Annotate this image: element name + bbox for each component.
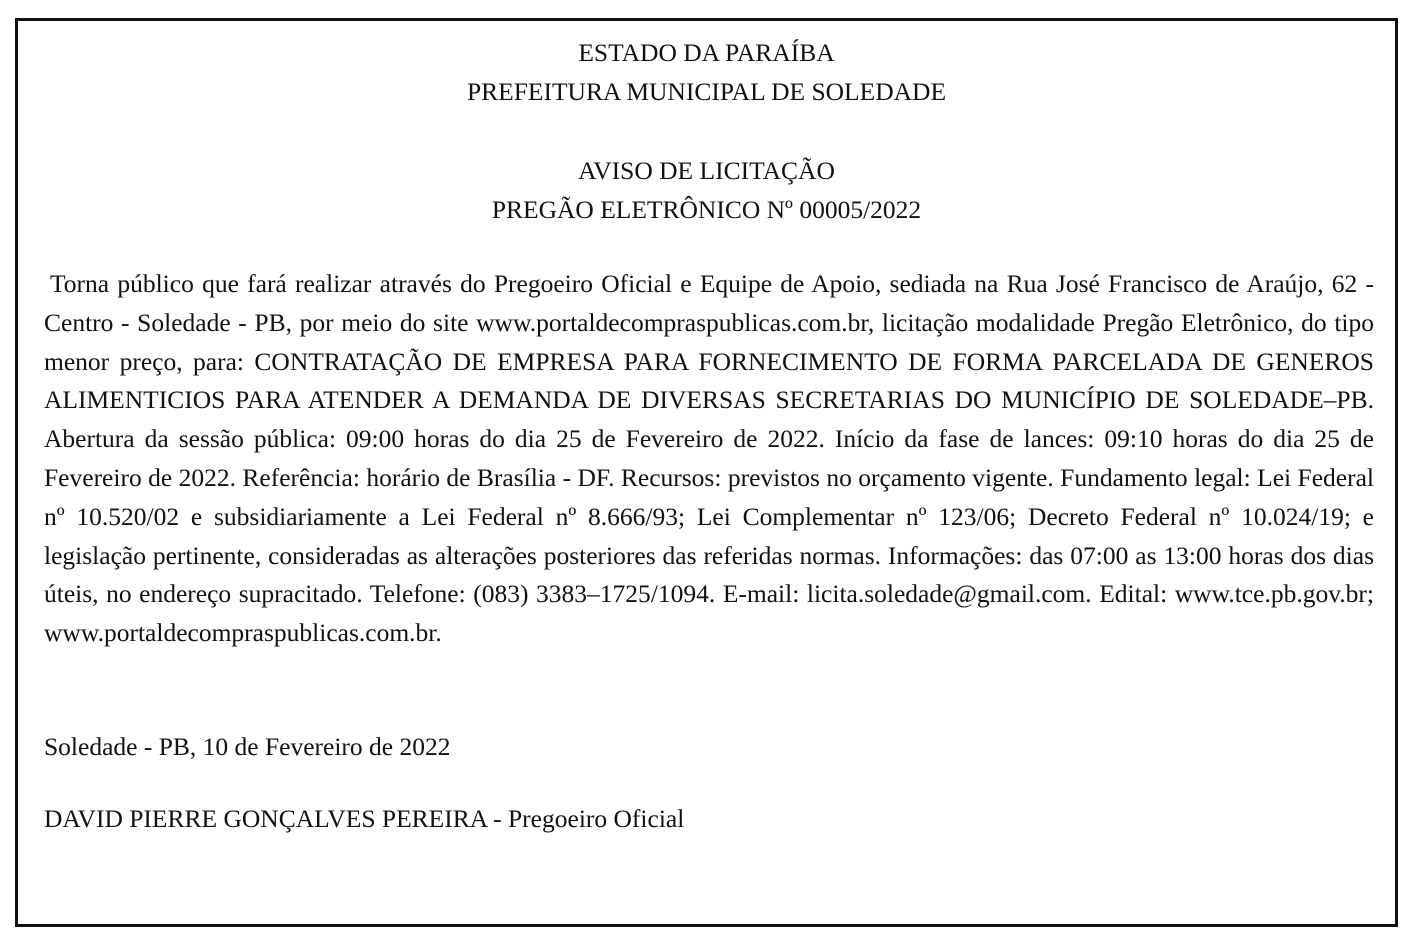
notice-title: AVISO DE LICITAÇÃO bbox=[578, 156, 835, 185]
issuer-header bbox=[18, 33, 1395, 111]
notice-body: Torna público que fará realizar através do Pregoeiro Oficial e Equipe de Apoio, sediada na Rua José Francisco de Araújo, 62 - Centro - Soledade - PB, por meio do site www.portaldecompraspublicas.com.br, licitação modalidade Pregão Eletrônico, do tipo menor preço, para: CONTRATAÇÃO DE EMPRESA PARA FORNECIMENTO DE FORMA PARCELADA DE GENEROS ALIMENTICIOS PARA ATENDER A DEMANDA DE DIVERSAS SECRETARIAS DO MUNICÍPIO DE SOLEDADE–PB. Abertura da sessão pública: 09:00 horas do dia 25 de Fevereiro de 2022. Início da fase de lances: 09:10 horas do dia 25 de Fevereiro de 2022. Referência: horário de Brasília - DF. Recursos: previstos no orçamento vigente. Fundamento legal: Lei Federal nº 10.520/02 e subsidiariamente a Lei Federal nº 8.666/93; Lei Complementar nº 123/06; Decreto Federal nº 10.024/19; e legislação pertinente, consideradas as alterações posteriores das referidas normas. Informações: das 07:00 as 13:00 horas dos dias úteis, no endereço supracitado. Telefone: (083) 3383–1725/1094. E-mail: licita.soledade@gmail.com. Edital: www.tce.pb.gov.br; www.portaldecompraspublicas.com.br. bbox=[44, 269, 1374, 648]
municipality-name: PREFEITURA MUNICIPAL DE SOLEDADE bbox=[466, 77, 947, 106]
state-name: ESTADO DA PARAÍBA bbox=[578, 38, 835, 67]
process-number: PREGÃO ELETRÔNICO Nº 00005/2022 bbox=[491, 195, 922, 224]
notice-frame bbox=[15, 18, 1398, 927]
signature-line: DAVID PIERRE GONÇALVES PEREIRA - Pregoeiro Oficial bbox=[44, 804, 685, 833]
place-date: Soledade - PB, 10 de Fevereiro de 2022 bbox=[44, 732, 451, 761]
notice-header bbox=[18, 151, 1395, 229]
